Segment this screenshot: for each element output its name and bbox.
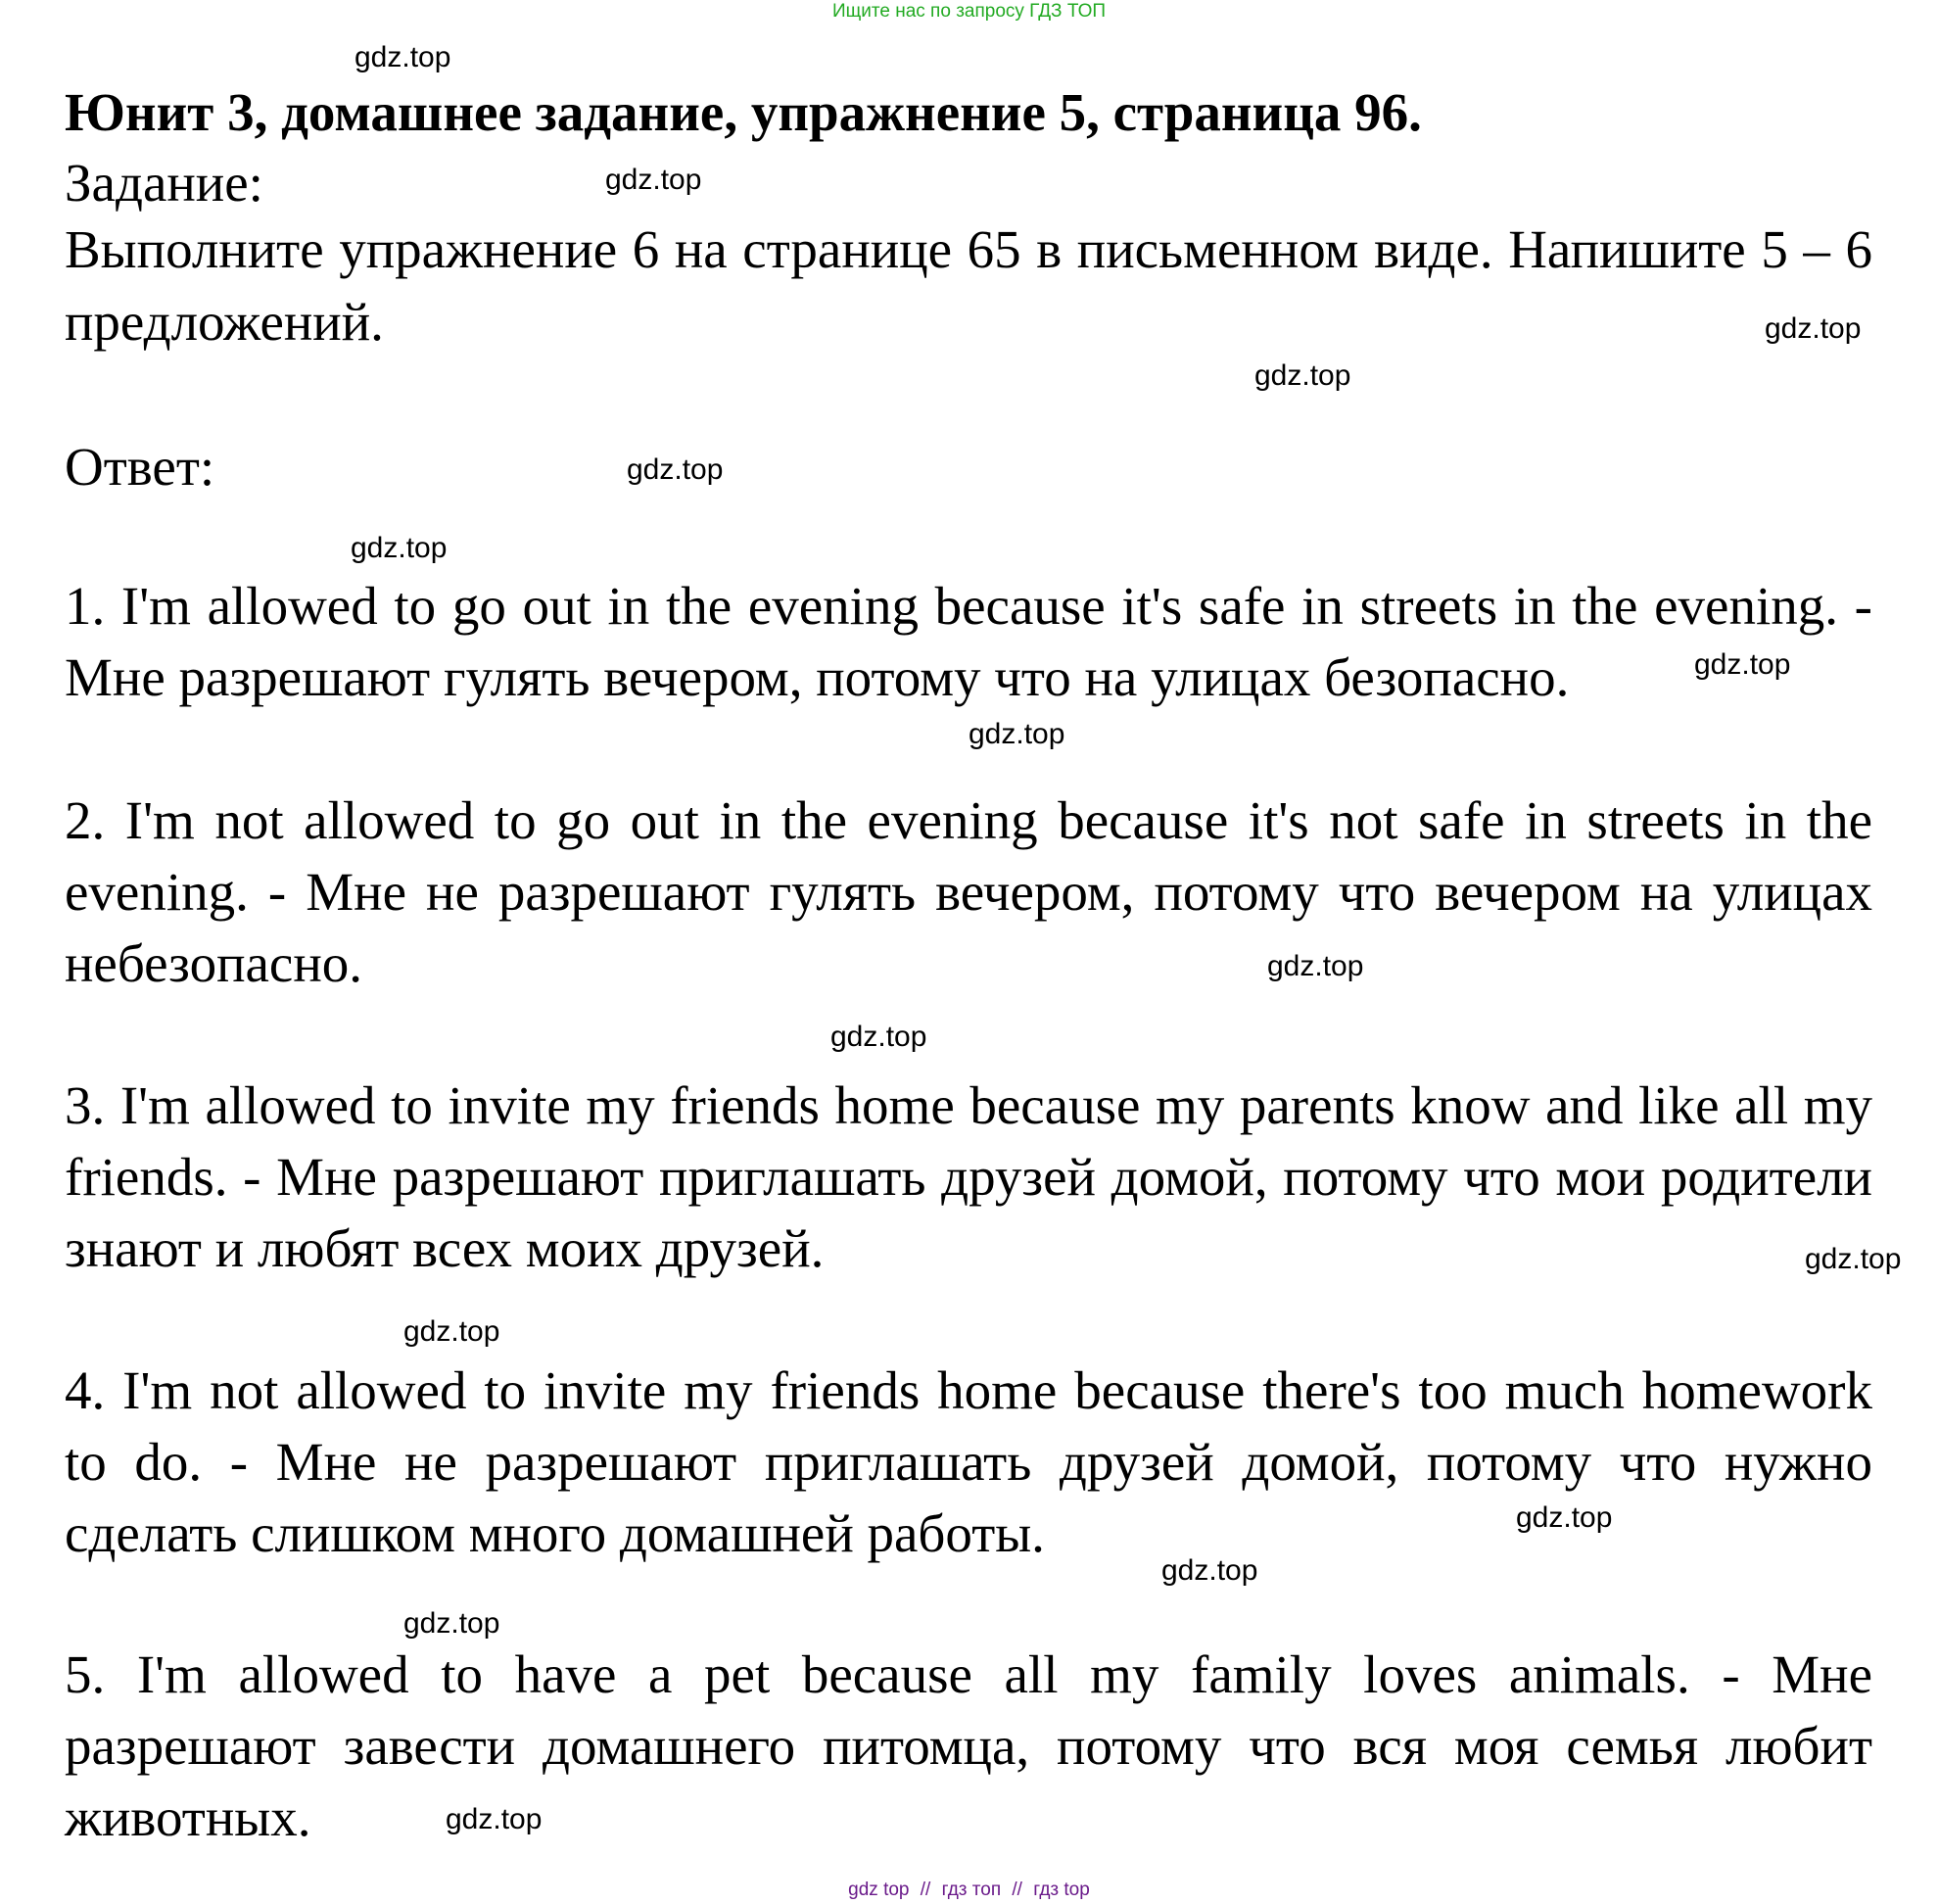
watermark: gdz.top <box>830 1021 927 1053</box>
watermark: gdz.top <box>355 41 451 73</box>
answer-item-5: 5. I'm allowed to have a pet because all my family loves animals. - Мне разрешают завести домашнего питомца, потому что вся моя семья любит животных. <box>65 1644 1872 1847</box>
watermark: gdz.top <box>627 453 724 486</box>
banner-text[interactable]: Ищите нас по запросу ГДЗ ТОП <box>831 1 1107 22</box>
watermark: gdz.top <box>1161 1554 1258 1587</box>
watermark: gdz.top <box>1516 1501 1613 1534</box>
task-text: Выполните упражнение 6 на странице 65 в письменном виде. Напишите 5 – 6 предложений. <box>65 219 1872 352</box>
page-title: Юнит 3, домашнее задание, упражнение 5, страница 96. <box>65 82 1422 142</box>
watermark: gdz.top <box>403 1607 500 1640</box>
top-banner[interactable] <box>0 0 1938 24</box>
answer-item-2: 2. I'm not allowed to go out in the evening because it's not safe in streets in the evening. - Мне не разрешают гулять вечером, потому что вечером на улицах небезопасно. <box>65 790 1872 993</box>
task-label: Задание: <box>65 153 263 213</box>
watermark: gdz.top <box>446 1803 543 1835</box>
footer-links <box>0 1879 1938 1902</box>
watermark: gdz.top <box>1267 950 1364 982</box>
watermark: gdz.top <box>1694 648 1791 681</box>
watermark: gdz.top <box>1765 312 1862 345</box>
answer-item-3: 3. I'm allowed to invite my friends home because my parents know and like all my friends. - Мне разрешают приглашать друзей домой, потому что мои родители знают и любят всех моих друзей. <box>65 1075 1872 1278</box>
watermark: gdz.top <box>1254 359 1351 392</box>
answer-item-1: 1. I'm allowed to go out in the evening because it's safe in streets in the evening. - Мне разрешают гулять вечером, потому что на улицах безопасно. <box>65 576 1872 707</box>
footer-link-gdz-top-mixed[interactable]: гдз top <box>1033 1880 1090 1900</box>
footer-link-gdz-top-ru[interactable]: гдз топ <box>941 1880 1002 1900</box>
watermark: gdz.top <box>1805 1243 1902 1275</box>
watermark: gdz.top <box>605 164 702 196</box>
footer-separator: // <box>1012 1880 1022 1900</box>
watermark: gdz.top <box>403 1315 500 1348</box>
watermark: gdz.top <box>351 532 448 564</box>
footer-separator: // <box>920 1880 931 1900</box>
watermark: gdz.top <box>969 718 1065 750</box>
footer-link-gdz-top[interactable]: gdz top <box>848 1880 910 1900</box>
answer-label: Ответ: <box>65 437 215 497</box>
answer-item-4: 4. I'm not allowed to invite my friends home because there's too much homework to do. - Мне не разрешают приглашать друзей домой, потому что нужно сделать слишком много домашней работы. <box>65 1360 1872 1563</box>
